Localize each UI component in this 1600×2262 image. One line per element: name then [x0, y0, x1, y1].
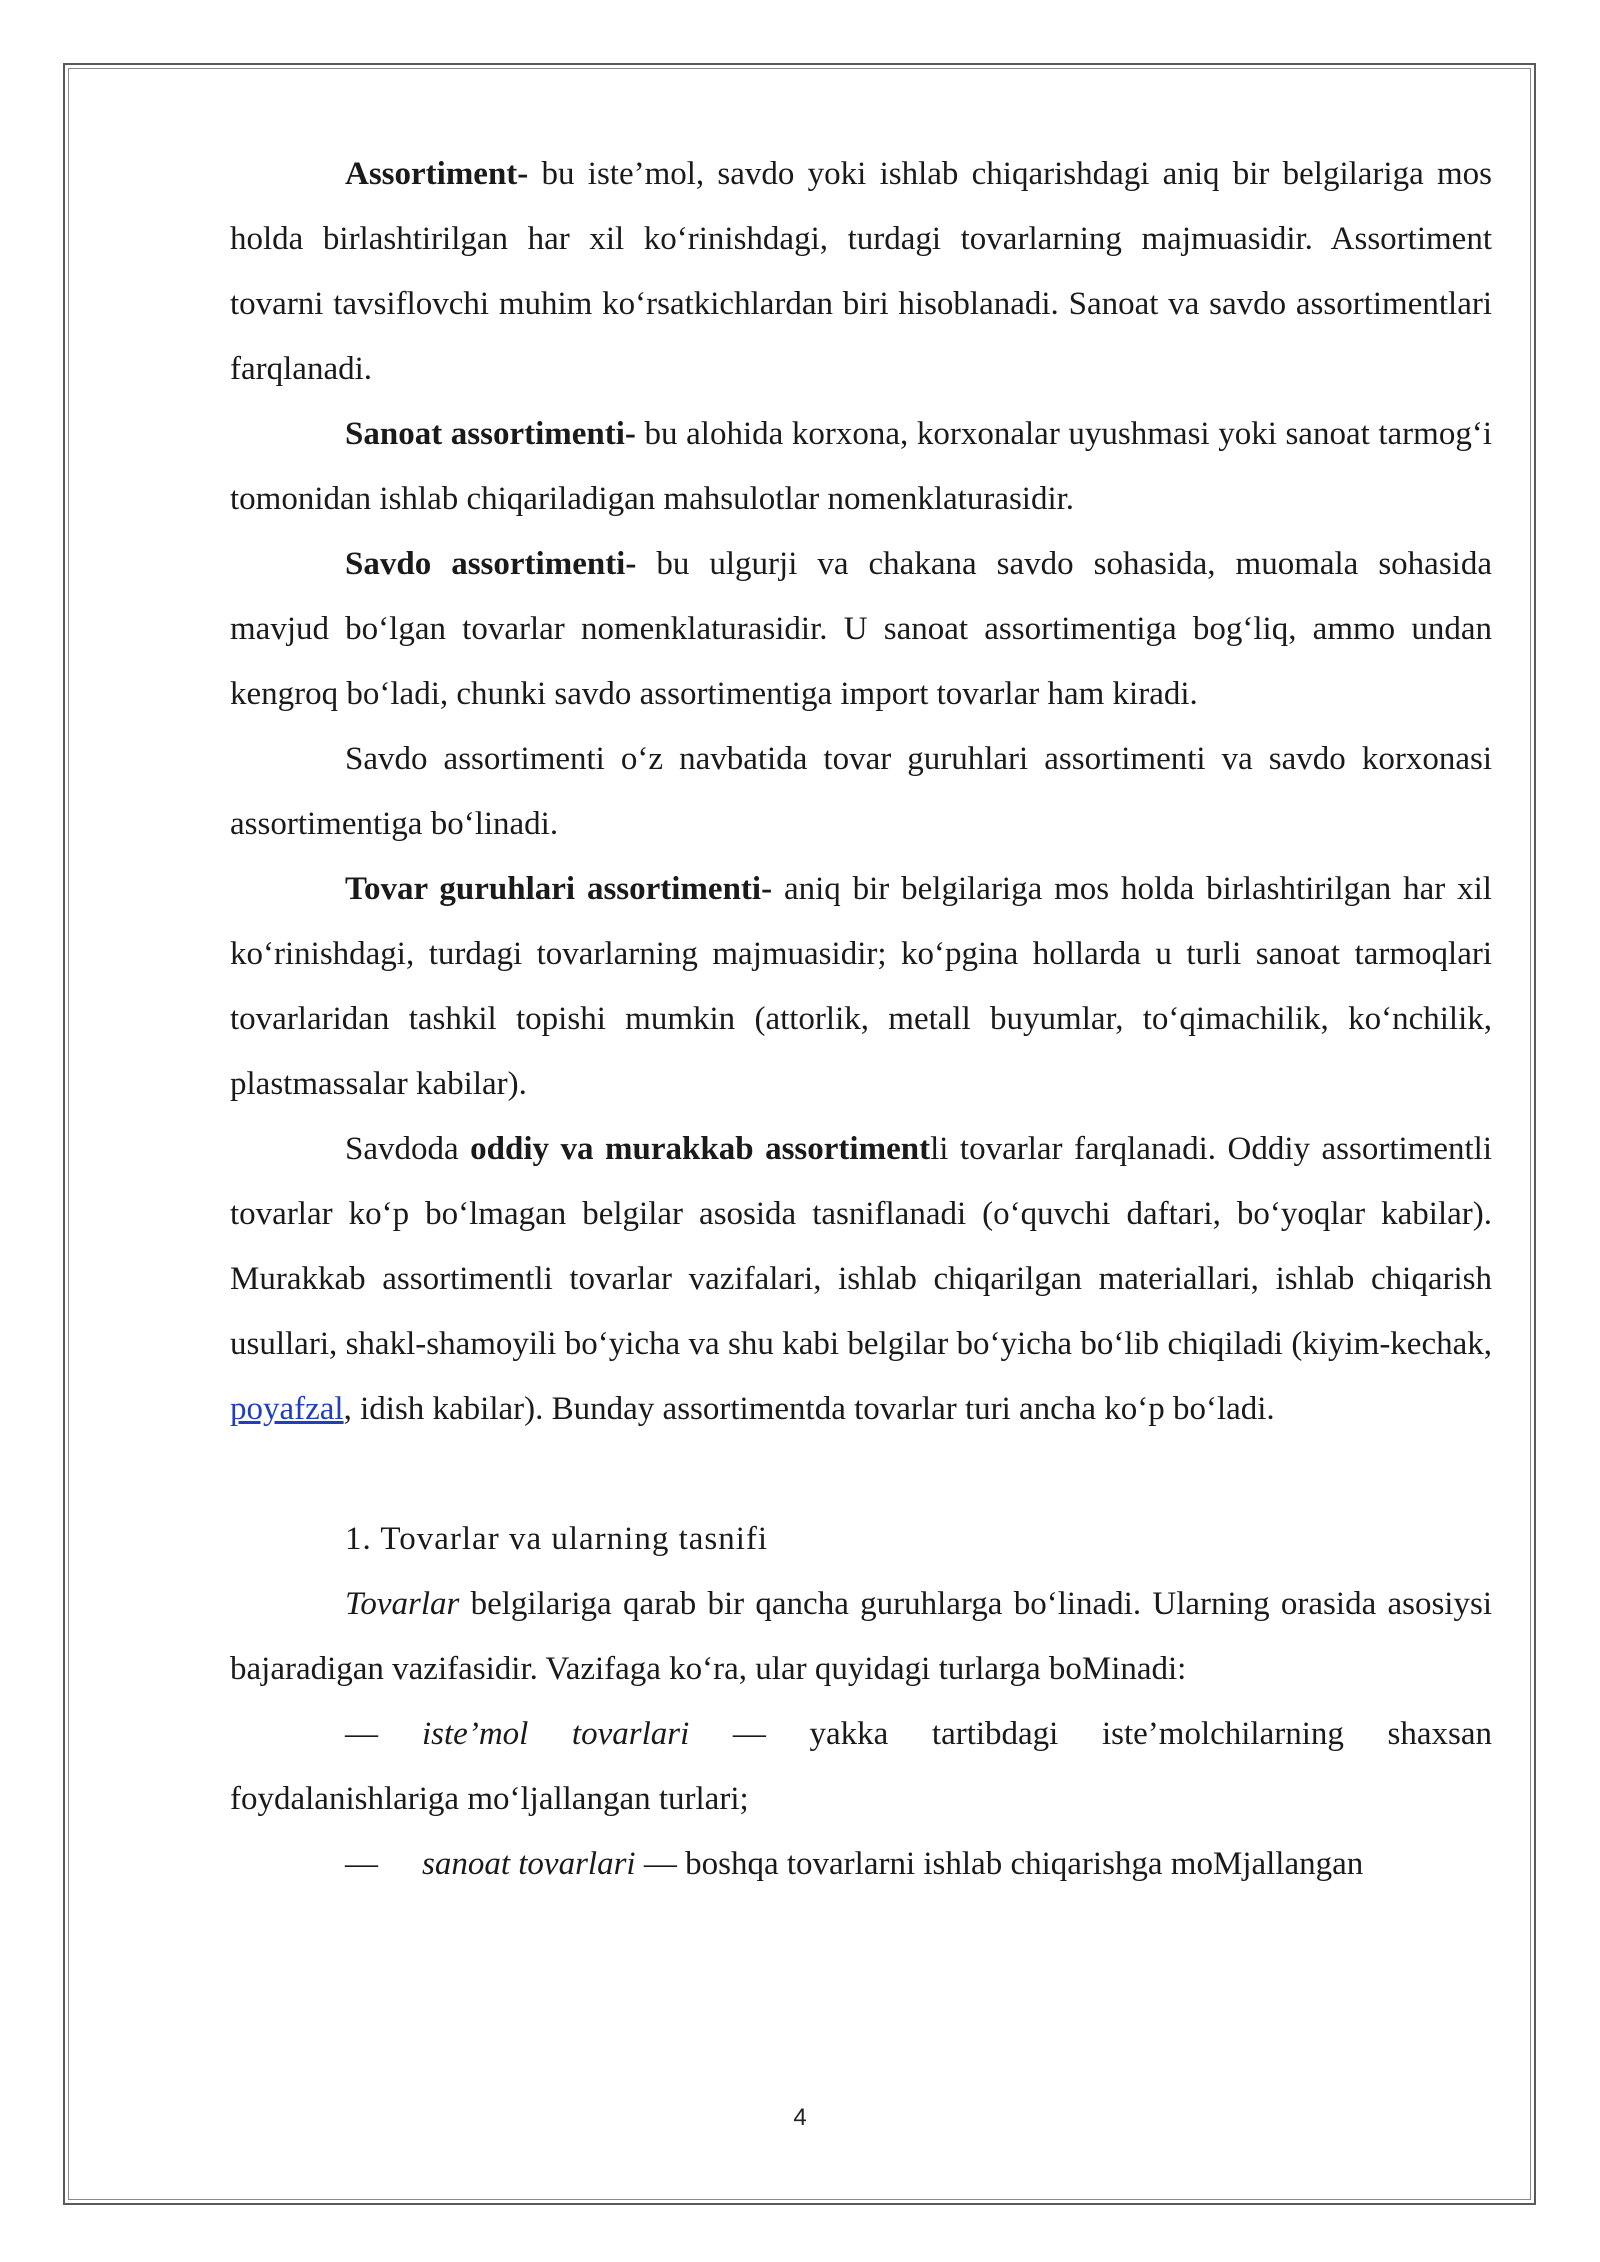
- paragraph-text: , idish kabilar). Bunday assortimentda tovarlar turi ancha ko‘p bo‘ladi.: [343, 1391, 1275, 1427]
- paragraph-text: aniq bir belgilariga mos holda birlashtirilgan har xil ko‘rinishdagi, turdagi tovarlarning majmuasidir; ko‘pgina hollarda u turli sanoat tarmoqlari tovarlaridan tashkil topishi mumkin (attorlik, metall buyumlar, to‘qimachilik, ko‘nchilik, plastmassalar kabilar).: [230, 871, 1492, 1102]
- term-tovar-guruhlari-assortimenti: Tovar guruhlari assortimenti-: [345, 871, 773, 907]
- dash-mark: —: [345, 1846, 378, 1882]
- term-oddiy-murakkab-assortiment: oddiy va murakkab assortiment: [470, 1131, 931, 1167]
- paragraph-text: li tovarlar farqlanadi. Oddiy assortimentli tovarlar ko‘p bo‘lmagan belgilar asosida tasniflanadi (o‘quvchi daftari, bo‘yoqlar kabilar). Murakkab assortimentli tovarlar vazifalari, ishlab chiqarilgan materiallari, ishlab chiqarish usullari, shakl-shamoyili bo‘yicha va shu kabi belgilar bo‘yicha bo‘lib chiqiladi (kiyim-kechak,: [230, 1131, 1493, 1362]
- paragraph-oddiy-murakkab: [230, 1117, 1492, 1442]
- dash-mark: —: [345, 1716, 378, 1752]
- page-number: 4: [793, 2104, 807, 2131]
- term-sanoat-assortimenti: Sanoat assortimenti-: [345, 416, 636, 452]
- section-heading: 1. Tovarlar va ularning tasnifi: [345, 1521, 769, 1557]
- list-item-istemol-tovarlari: [230, 1702, 1492, 1832]
- poyafzal-link[interactable]: poyafzal: [230, 1391, 344, 1427]
- document-body: [230, 142, 1492, 1897]
- paragraph-text: belgilariga qarab bir qancha guruhlarga bo‘linadi. Ularning orasida asosiysi bajaradigan vazifasidir. Vazifaga ko‘ra, ular quyidagi turlarga boMinadi:: [230, 1586, 1492, 1687]
- paragraph-assortiment: [230, 142, 1492, 402]
- term-tovarlar: Tovarlar: [345, 1586, 460, 1622]
- list-item-text: — yakka tartibdagi iste’molchilarning shaxsan foydalanishlariga mo‘ljallangan turlari;: [230, 1716, 1492, 1817]
- term-sanoat-tovarlari: sanoat tovarlari: [422, 1846, 636, 1882]
- paragraph-text: bu alohida korxona, korxonalar uyushmasi yoki sanoat tarmog‘i tomonidan ishlab chiqariladigan mahsulotlar nomenklaturasidir.: [230, 416, 1493, 517]
- term-savdo-assortimenti: Savdo assortimenti-: [345, 546, 637, 582]
- paragraph-tovarlar: [230, 1572, 1492, 1702]
- paragraph-tovar-guruhlari: [230, 857, 1492, 1117]
- paragraph-text: Savdo assortimenti o‘z navbatida tovar guruhlari assortimenti va savdo korxonasi assortimentiga bo‘linadi.: [230, 741, 1492, 842]
- paragraph-savdo-bolinishi: [230, 727, 1492, 857]
- list-item-sanoat-tovarlari: [230, 1832, 1492, 1897]
- paragraph-savdo-assortimenti: [230, 532, 1492, 727]
- paragraph-sanoat-assortimenti: [230, 402, 1492, 532]
- paragraph-text: bu ulgurji va chakana savdo sohasida, muomala sohasida mavjud bo‘lgan tovarlar nomenklaturasidir. U sanoat assortimentiga bog‘liq, ammo undan kengroq bo‘ladi, chunki savdo assortimentiga import tovarlar ham kiradi.: [230, 546, 1492, 712]
- list-item-text: — boshqa tovarlarni ishlab chiqarishga moMjallangan: [635, 1846, 1364, 1882]
- paragraph-text: Savdoda: [345, 1131, 471, 1167]
- term-istemol-tovarlari: iste’mol tovarlari: [422, 1716, 690, 1752]
- term-assortiment: Assortiment-: [345, 156, 529, 192]
- paragraph-text: bu iste’mol, savdo yoki ishlab chiqarishdagi aniq bir belgilariga mos holda birlashtirilgan har xil ko‘rinishdagi, turdagi tovarlarning majmuasidir. Assortiment tovarni tavsiflovchi muhim ko‘rsatkichlardan biri hisoblanadi. Sanoat va savdo assortimentlari farqlanadi.: [230, 156, 1492, 387]
